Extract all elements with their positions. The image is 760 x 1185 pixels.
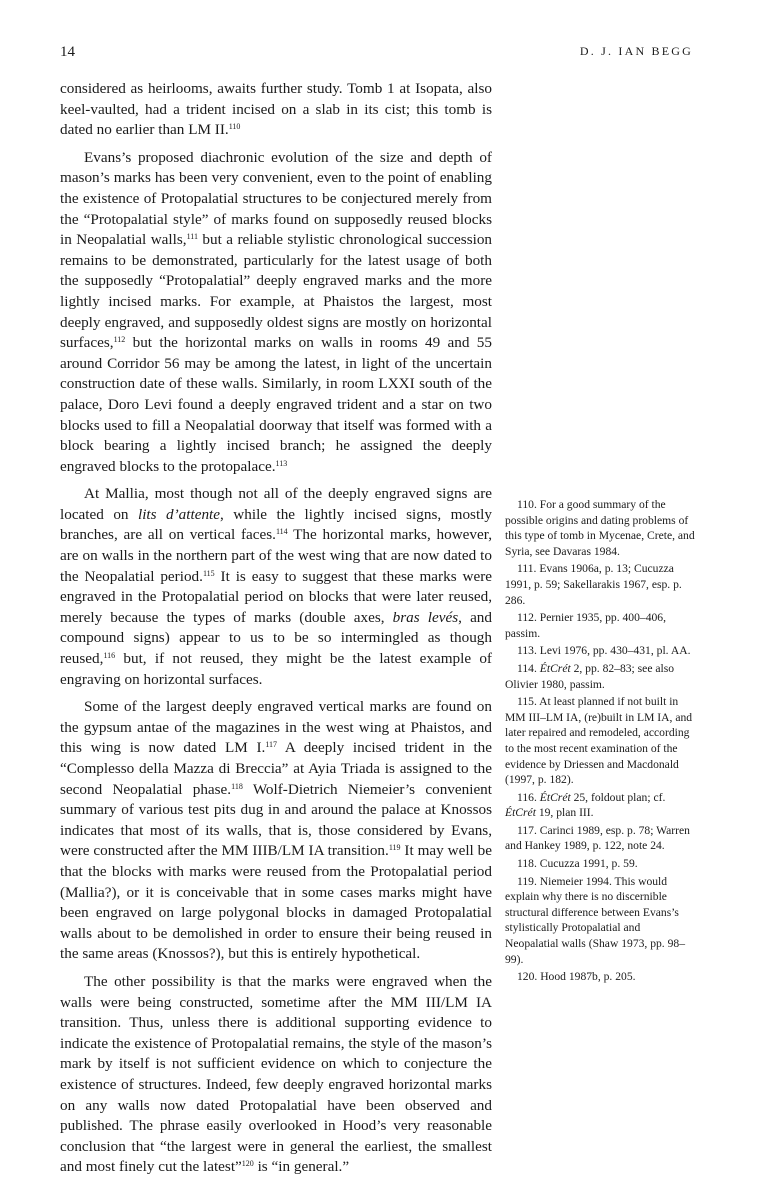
text-run: considered as heirlooms, awaits further study. Tomb 1 at Isopata, also keel-vaulted, had a trident incised on a slab in its cist; this tomb is dated no earlier than LM II. xyxy=(60,80,492,139)
text-run: 116. xyxy=(517,790,540,804)
footnote-ref: 115 xyxy=(202,568,215,578)
footnote-ref: 114 xyxy=(275,527,288,537)
footnotes-column xyxy=(505,497,695,987)
text-run: It is easy to suggest that these marks were engraved in the Protopalatial period on blocks that were later reused, merely because the types of marks (double axes, xyxy=(60,567,493,626)
text-run: The horizontal marks, however, are on walls in the northern part of the west wing that are now dated to the Neopalatial period. xyxy=(60,526,492,585)
text-run: The other possibility is that the marks were engraved when the walls were being constructed, sometime after the MM III/LM IA transition. Thus, unless there is additional supporting evidence to indicate the existence of Protopalatial remains, the style of the mason’s mark by itself is not sufficient evidence on which to conjecture the existence of structures. Indeed, few deeply engraved horizontal marks on any walls now dated Protopalatial have been observed and published. The phrase easily overlooked in Hood’s very reasonable conclusion that “the largest were in general the earliest, the smallest and most finely cut the latest” xyxy=(60,972,492,1176)
footnote-ref: 118 xyxy=(231,781,243,791)
footnote-120: 120. Hood 1987b, p. 205. xyxy=(517,970,636,984)
paragraph-5 xyxy=(60,972,492,1178)
footnote-ref: 116 xyxy=(103,651,116,661)
footnote-117: 117. Carinci 1989, esp. p. 78; Warren and Hankey 1989, p. 122, note 24. xyxy=(505,823,690,853)
text-run: , while the lightly incised signs, mostly branches, are all on vertical faces. xyxy=(60,505,492,544)
footnote-113: 113. Levi 1976, pp. 430–431, pl. AA. xyxy=(517,644,691,658)
footnote-119: 119. Niemeier 1994. This would explain why there is no discernible structural difference between Evans’s stylistically Protopalatial and Neopalatial walls (Shaw 1973, pp. 98–99). xyxy=(505,874,685,966)
footnote-ref: 113 xyxy=(275,458,288,468)
text-run: 19, plan III. xyxy=(535,806,594,820)
text-run: It may well be that the blocks with marks were reused from the Protopalatial period (Mallia?), or it is conceivable that in some cases marks might have been engraved on large polygonal blocks in damaged Protopalatial walls about to be demolished in order to ensure their being reused in the same areas (Knossos?), but this is entirely hypothetical. xyxy=(60,842,492,963)
footnote-118: 118. Cucuzza 1991, p. 59. xyxy=(517,857,638,871)
italic-term: lits d’attente xyxy=(137,505,221,523)
paragraph-2 xyxy=(60,148,492,478)
footnote-ref: 119 xyxy=(388,843,401,853)
text-run: At Mallia, most though not all of the deeply engraved signs are located on xyxy=(60,485,492,523)
text-run: but a reliable stylistic chronological succession remains to be demonstrated, particularly for the latest usage of both the supposedly “Protopalatial” deeply engraved marks and the more lightly incised marks. For example, at Phaistos the largest, most deeply engraved, and supposedly oldest signs are mostly on horizontal surfaces, xyxy=(60,231,493,352)
footnote-ref: 111 xyxy=(186,232,198,242)
italic-term: bras levés xyxy=(392,608,459,626)
text-run: 2, pp. 82–83; see also Olivier 1980, passim. xyxy=(505,661,675,691)
text-run: but, if not reused, they might be the latest example of engraving on horizontal surfaces. xyxy=(60,650,492,688)
text-run: Wolf-Dietrich Niemeier’s convenient summary of various test pits dug in and around the palace at Knossos indicates that most of its walls, that is, those considered by Evans, were constructed after the MM IIIB/LM IA transition. xyxy=(60,780,492,860)
paragraph-3 xyxy=(60,484,492,690)
footnote-ref: 120 xyxy=(241,1159,254,1169)
text-run: but the horizontal marks on walls in rooms 49 and 55 around Corridor 56 may be among the latest, in light of the uncertain construction date of these walls. Similarly, in room LXXI south of the palace, Doro Levi found a deeply engraved trident and a star on two blocks used to fill a Neopalatial doorway that itself was formed with a block bearing a lightly incised branch; he assigned the deeply engraved blocks to the protopalace. xyxy=(60,334,492,475)
page-header xyxy=(60,44,693,64)
footnote-110: 110. For a good summary of the possible origins and dating problems of this type of tomb in Mycenae, Crete, and Syria, see Davaras 1984. xyxy=(505,498,695,558)
text-run: 25, foldout plan; cf. xyxy=(570,790,666,804)
running-head: D. J. IAN BEGG xyxy=(579,44,693,58)
footnote-114 xyxy=(505,661,695,692)
italic-term: ÉtCrét xyxy=(539,661,571,675)
paragraph-1 xyxy=(60,79,492,141)
footnote-ref: 117 xyxy=(265,740,278,750)
footnote-115: 115. At least planned if not built in MM III–LM IA, (re)built in LM IA, and later repaired and remodeled, according to the most recent examination of the evidence by Driessen and Macdonald (1997, p. 182). xyxy=(505,695,693,787)
italic-term: ÉtCrét xyxy=(505,806,536,820)
text-run: Some of the largest deeply engraved vertical marks are found on the gypsum antae of the magazines in the west wing at Phaistos, and this wing is now dated LM I. xyxy=(60,698,492,757)
text-run: 114. xyxy=(517,661,540,675)
text-run: is “in general.” xyxy=(253,1158,350,1176)
footnote-ref: 112 xyxy=(113,335,126,345)
text-run: , and compound signs) appear to us to be so intermingled as though reused, xyxy=(60,608,492,668)
footnote-112: 112. Pernier 1935, pp. 400–406, passim. xyxy=(505,611,666,640)
footnote-ref: 110 xyxy=(228,122,241,132)
footnote-111: 111. Evans 1906a, p. 13; Cucuzza 1991, p. 59; Sakellarakis 1967, esp. p. 286. xyxy=(505,562,682,607)
text-run: Evans’s proposed diachronic evolution of the size and depth of mason’s marks has been very convenient, even to the point of enabling the existence of Protopalatial structures to be conjectured merely from the “Protopalatial style” of marks found on supposedly reused blocks in Neopalatial walls, xyxy=(60,148,492,249)
page-number: 14 xyxy=(60,44,75,60)
italic-term: ÉtCrét xyxy=(539,790,571,804)
main-text xyxy=(60,79,492,1185)
paragraph-4 xyxy=(60,697,492,965)
footnote-116 xyxy=(505,790,695,821)
text-run: A deeply incised trident in the “Complesso della Mazza di Breccia” at Ayia Triada is assigned to the second Neopalatial phase. xyxy=(60,739,492,798)
